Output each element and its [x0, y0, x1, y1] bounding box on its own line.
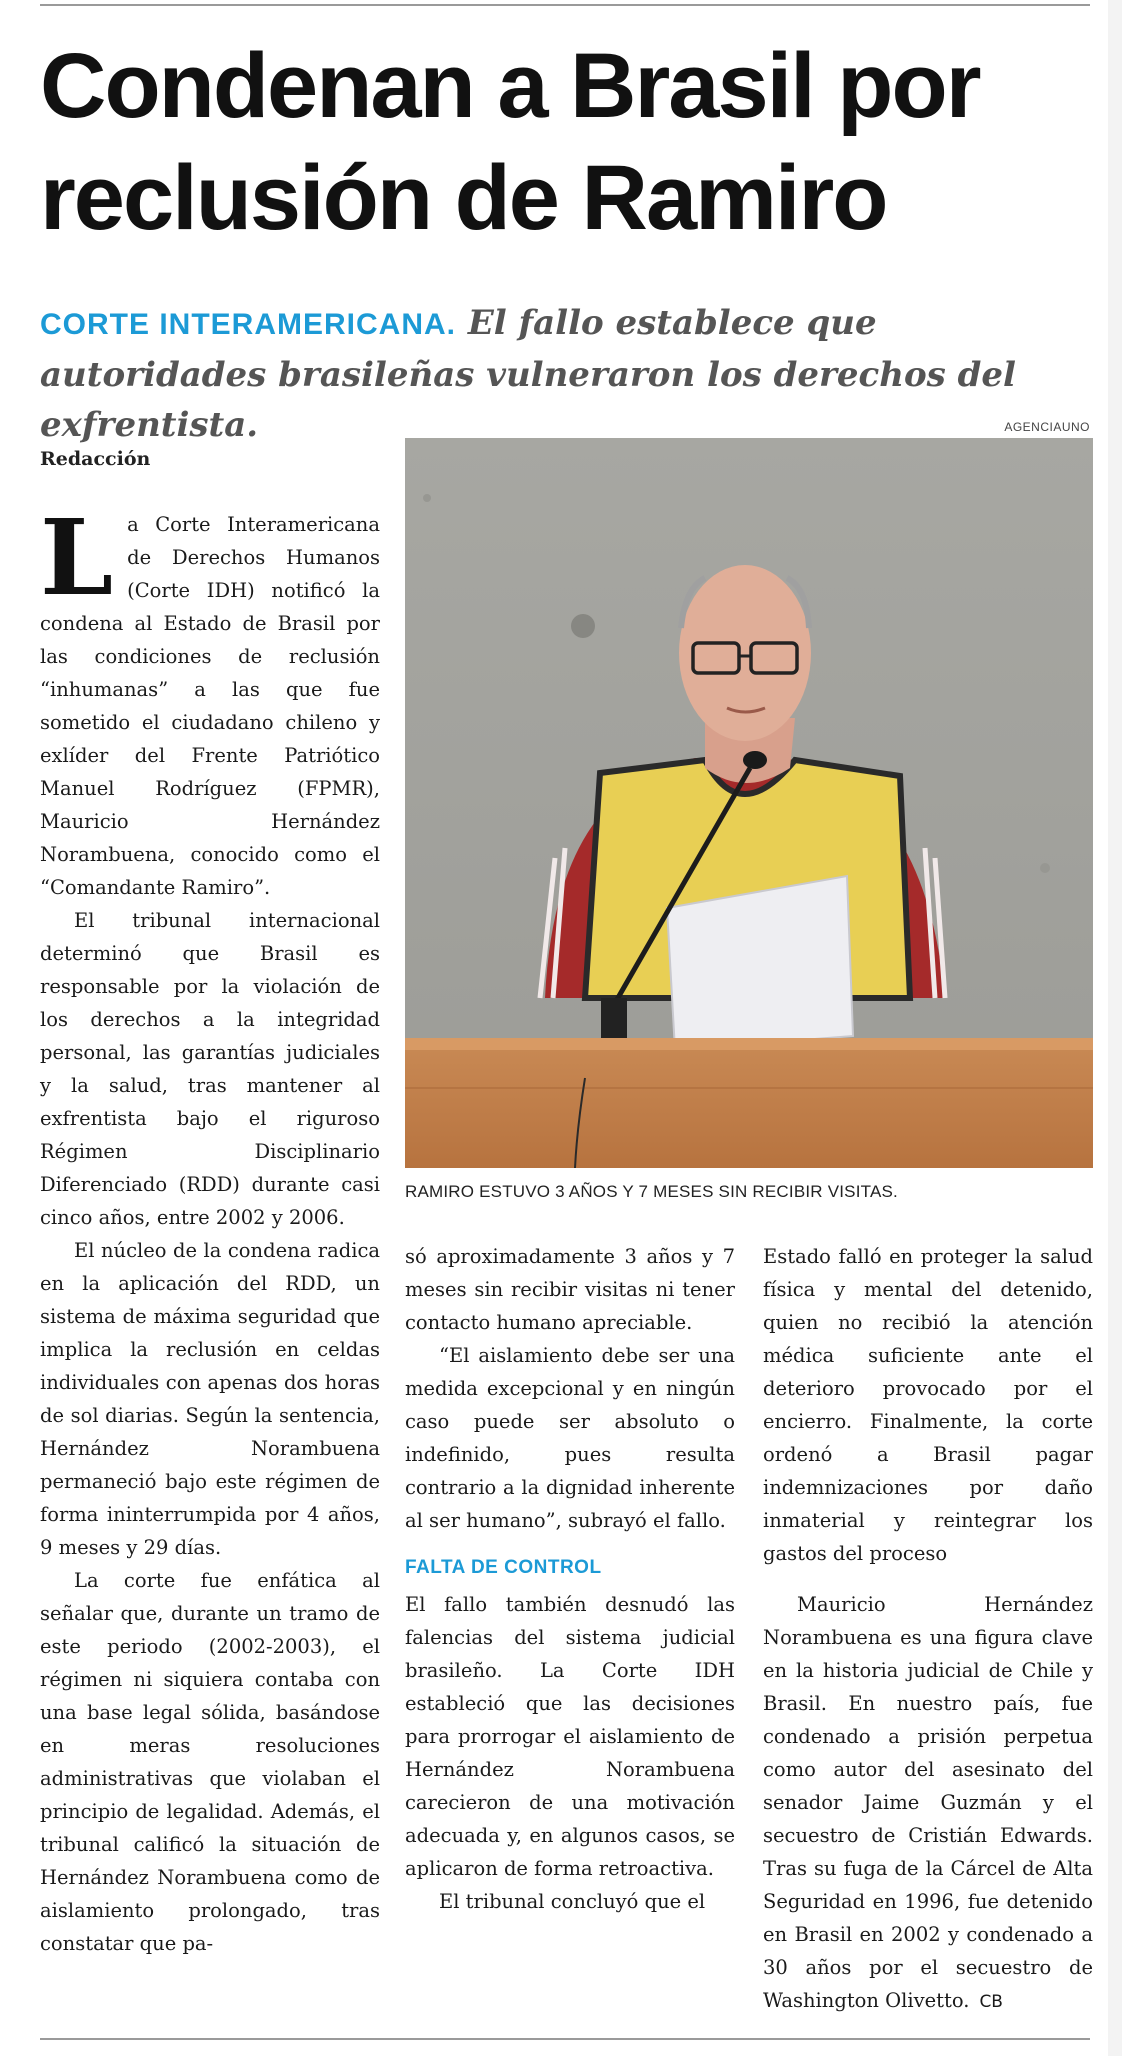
headline	[40, 30, 1090, 254]
deck-text: El fallo establece que autoridades brasileñas vulneraron los derechos del exfrentista.	[40, 303, 1016, 445]
paragraph-10-text: Mauricio Hernández Norambuena es una figura clave en la historia judicial de Chile y Brasil. En nuestro país, fue condenado a prisión perpetua como autor del asesinato del senador Jaime Guzmán y el secuestro de Cristián Edwards. Tras su fuga de la Cárcel de Alta Seguridad en 1996, fue detenido en Brasil en 2002 y condenado a 30 años por el secuestro de Washington Olivetto.	[763, 1593, 1093, 2012]
paragraph-1-text: a Corte Interamericana de Derechos Humanos (Corte IDH) notificó la condena al Estado de Brasil por las condiciones de reclusión “inhumanas” a las que fue sometido el ciudadano chileno y exlíder del Frente Patriótico Manuel Rodríguez (FPMR), Mauricio Hernández Norambuena, conocido como el “Comandante Ramiro”.	[40, 513, 380, 899]
paragraph-7: El fallo también desnudó las falencias del sistema judicial brasileño. La Corte IDH estableció que las decisiones para prorrogar el aislamiento de Hernández Norambuena carecieron de una motivación adecuada y, en algunos casos, se aplicaron de forma retroactiva.	[405, 1593, 735, 1880]
paragraph-4: La corte fue enfática al señalar que, durante un tramo de este periodo (2002-2003), el régimen ni siquiera contaba con una base legal sólida, basándose en meras resoluciones administrativas que violaban el principio de legalidad. Además, el tribunal calificó la situación de Hernández Norambuena como de aislamiento prolongado, tras constatar que pa-	[40, 1569, 380, 1955]
byline: Redacción	[40, 448, 151, 470]
top-rule	[40, 4, 1090, 6]
photo-credit: AGENCIAUNO	[1004, 420, 1090, 434]
paragraph-9: Estado falló en proteger la salud física y mental del detenido, quien no recibió la atención médica suficiente ante el deterioro provocado por el encierro. Finalmente, la corte ordenó a Brasil pagar indemnizaciones por daño inmaterial y reintegrar los gastos del proceso	[763, 1245, 1093, 1565]
column-1	[40, 496, 380, 1960]
column-2	[405, 1240, 735, 1918]
paragraph-1	[40, 496, 380, 904]
kicker: CORTE INTERAMERICANA.	[40, 308, 456, 341]
article-photo	[405, 438, 1093, 1168]
paragraph-2: El tribunal internacional determinó que Brasil es responsable por la violación de los derechos a la integridad personal, las garantías judiciales y la salud, tras mantener al exfrentista bajo el riguroso Régimen Disciplinario Diferenciado (RDD) durante casi cinco años, entre 2002 y 2006.	[40, 909, 380, 1229]
paragraph-8: El tribunal concluyó que el	[439, 1890, 706, 1913]
subhead: FALTA DE CONTROL	[405, 1557, 602, 1578]
deck	[40, 298, 1090, 450]
photo-caption: RAMIRO ESTUVO 3 AÑOS Y 7 MESES SIN RECIBIR VISITAS.	[405, 1182, 898, 1201]
column-3	[763, 1240, 1093, 2019]
end-mark: CB	[979, 1992, 1003, 2012]
bottom-rule	[40, 2038, 1090, 2040]
paragraph-6: “El aislamiento debe ser una medida excepcional y en ningún caso puede ser absoluto o indefinido, pues resulta contrario a la dignidad inherente al ser humano”, subrayó el fallo.	[405, 1344, 735, 1532]
paragraph-10	[763, 1588, 1093, 2019]
drop-cap: L	[40, 496, 114, 619]
page-edge	[1108, 0, 1122, 2056]
paragraph-3: El núcleo de la condena radica en la aplicación del RDD, un sistema de máxima seguridad que implica la reclusión en celdas individuales con apenas dos horas de sol diarias. Según la sentencia, Hernández Norambuena permaneció bajo este régimen de forma ininterrumpida por 4 años, 9 meses y 29 días.	[40, 1239, 380, 1559]
headline-line-2: reclusión de Ramiro	[40, 147, 887, 249]
photo-illustration	[405, 438, 1093, 1168]
headline-line-1: Condenan a Brasil por	[40, 35, 980, 137]
paragraph-spacer	[763, 1570, 1093, 1588]
paragraph-5: só aproximadamente 3 años y 7 meses sin recibir visitas ni tener contacto humano apreciable.	[405, 1245, 735, 1334]
